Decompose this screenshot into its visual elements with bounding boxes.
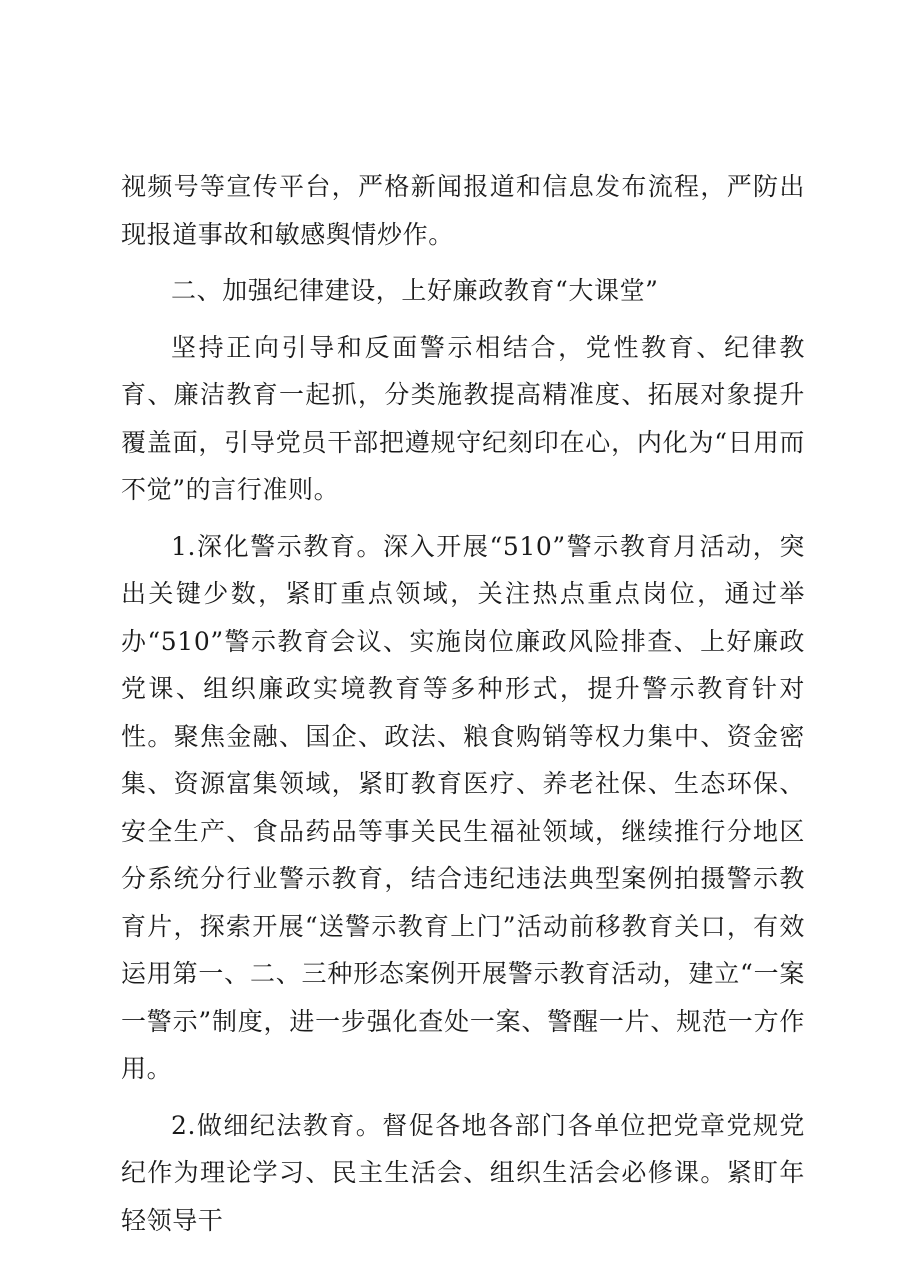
paragraph-item-2: 2.做细纪法教育。督促各地各部门各单位把党章党规党纪作为理论学习、民主生活会、组织生活会必修课。紧盯年轻领导干 <box>121 1110 805 1235</box>
paragraph-intro: 坚持正向引导和反面警示相结合，党性教育、纪律教育、廉洁教育一起抓，分类施教提高精准度、拓展对象提升覆盖面，引导党员干部把遵规守纪刻印在心，内化为“日用而不觉”的言行准则。 <box>121 332 805 504</box>
document-body <box>121 163 805 1253</box>
section-heading: 二、加强纪律建设，上好廉政教育“大课堂” <box>171 276 659 305</box>
paragraph-continuation: 视频号等宣传平台，严格新闻报道和信息发布流程，严防出现报道事故和敏感舆情炒作。 <box>121 172 805 249</box>
paragraph-item-1: 1.深化警示教育。深入开展“510”警示教育月活动，突出关键少数，紧盯重点领域，关注热点重点岗位，通过举办“510”警示教育会议、实施岗位廉政风险排查、上好廉政党课、组织廉政实境教育等多种形式，提升警示教育针对性。聚焦金融、国企、政法、粮食购销等权力集中、资金密集、资源富集领域，紧盯教育医疗、养老社保、生态环保、安全生产、食品药品等事关民生福祉领域，继续推行分地区分系统分行业警示教育，结合违纪违法典型案例拍摄警示教育片，探索开展“送警示教育上门”活动前移教育关口，有效运用第一、二、三种形态案例开展警示教育活动，建立“一案一警示”制度，进一步强化查处一案、警醒一片、规范一方作用。 <box>121 531 805 1083</box>
